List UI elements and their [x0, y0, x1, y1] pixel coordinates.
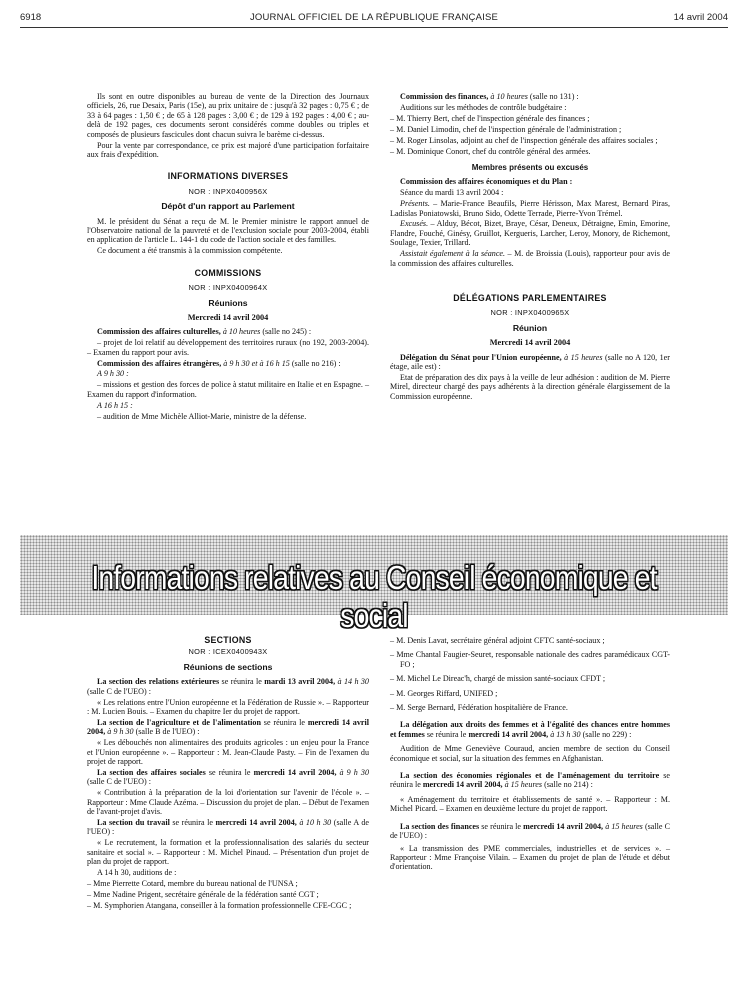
- audition-item: – M. Serge Bernard, Fédération hospitalière de France.: [390, 703, 568, 713]
- subsection-title-membres: Membres présents ou excusés: [471, 162, 589, 172]
- meeting-header-droits-femmes: [390, 720, 670, 739]
- column-left-top: [87, 92, 369, 422]
- committee-name: Commission des affaires étrangères,: [97, 358, 222, 368]
- meeting-verb: se réunira le: [424, 729, 469, 739]
- section-name: La section des relations extérieures: [97, 677, 220, 687]
- meeting-header-travail: [87, 818, 369, 837]
- audition-item: – Mme Chantal Faugier-Seuret, responsable nationale des cadres paramédicaux CGT-FO ;: [390, 650, 670, 669]
- meeting-room: (salle C de l'UEO) :: [87, 777, 151, 787]
- agenda-text: « Aménagement du territoire et établissements de santé ». – Rapporteur : M. Michel Picard. – Examen en deuxième lecture du projet de rapport.: [390, 794, 670, 814]
- meeting-room: (salle no 229) :: [580, 729, 632, 739]
- column-right-bottom: [390, 636, 670, 873]
- meeting-time: à 14 h 30: [335, 677, 369, 687]
- auditions-intro: A 14 h 30, auditions de :: [97, 867, 177, 877]
- assistait-text: – M. de Broissia (Louis), rapporteur pour avis de la commission des affaires culturelles.: [390, 249, 670, 268]
- meeting-room: (salle B de l'UEO) :: [133, 727, 200, 737]
- nor-reference: NOR : INPX0400964X: [188, 283, 268, 293]
- audition-item: – M. Thierry Bert, chef de l'inspection générale des finances ;: [390, 113, 590, 123]
- meeting-time: à 10 heures: [488, 92, 528, 101]
- banner-title: Informations relatives au Conseil économique et social: [91, 559, 657, 634]
- delegation-name: La délégation aux droits des femmes et à l'égalité des chances entre hommes et femmes: [390, 720, 670, 739]
- nor-reference: NOR : INPX0400965X: [490, 308, 570, 318]
- meeting-verb: se réunira le: [260, 717, 308, 727]
- presents-list: [390, 199, 670, 218]
- issue-date: 14 avril 2004: [673, 12, 728, 23]
- audition-item: – Mme Nadine Prigent, secrétaire générale de la fédération santé CGT ;: [87, 889, 319, 899]
- page-header: [20, 10, 728, 26]
- meeting-room: (salle no 214) :: [542, 780, 593, 790]
- agenda-item: – projet de loi relatif au développement des territoires ruraux (no 192, 2003-2004). – Examen du rapport pour avis.: [87, 338, 369, 357]
- section-name: La section des économies régionales et de l'aménagement du territoire: [400, 771, 660, 781]
- section-name: La section des affaires sociales: [97, 767, 206, 777]
- excuses-names: – Alduy, Bécot, Bizet, Braye, César, Deneux, Détraigne, Emin, Emorine, Flandre, Fouché, Ginésy, Gruillot, Kergueris, Larcher, Leroy, Monory, de Richemont, Soulage, Texier, Trillard.: [390, 219, 670, 248]
- depot-paragraph: M. le président du Sénat a reçu de M. le Premier ministre le rapport annuel de l'Observatoire national de la pauvreté et de l'exclusion sociale pour 2003-2004, établi en application de l'article L. 144-1 du code de l'action sociale et des familles.: [87, 216, 369, 245]
- agenda-text: Etat de préparation des dix pays à la veille de leur adhésion : audition de M. Pierre Mirel, directeur chargé des pays adhérents à la direction générale élargissement de la Commission européenne.: [390, 372, 670, 401]
- nor-reference: NOR : INPX0400956X: [188, 186, 268, 196]
- meeting-time: à 10 heures: [220, 327, 261, 337]
- meeting-header-economies-regionales: [390, 771, 670, 790]
- meeting-verb: se réunira le: [205, 767, 254, 777]
- meeting-verb: se réunira le: [390, 771, 671, 790]
- meeting-date: mardi 13 avril 2004,: [264, 677, 336, 687]
- auditions-intro: Auditions sur les méthodes de contrôle budgétaire :: [400, 102, 567, 112]
- header-rule: [20, 27, 728, 28]
- assistait-note: [390, 249, 670, 268]
- assistait-label: Assistait également à la séance.: [400, 249, 506, 259]
- agenda-text: « La transmission des PME commerciales, industrielles et de services ». – Rapporteur : Mme Françoise Vilain. – Examen du projet de plan de l'étude et début d'orientation.: [390, 843, 670, 872]
- meeting-header-finances: [390, 92, 670, 101]
- agenda-item: – missions et gestion des forces de police à statut militaire en Italie et en Espagne. – Examen du rapport d'information.: [87, 380, 369, 399]
- committee-name: Commission des finances,: [400, 92, 489, 101]
- meeting-date: mercredi 14 avril 2004,: [253, 767, 337, 777]
- banner-conseil-economique: [20, 535, 728, 634]
- meeting-time: à 9 h 30: [105, 727, 134, 737]
- agenda-text: « Les débouchés non alimentaires des produits agricoles : un enjeu pour la France et l'Union européenne ». – Rapporteur : M. Jean-Claude Pasty. – Fin de l'examen du projet de rapport.: [87, 738, 369, 766]
- commission-title: Commission des affaires économiques et du Plan :: [400, 177, 573, 187]
- meeting-room: (salle C de l'UEO) :: [87, 686, 151, 696]
- meeting-header-union-europeenne: [390, 353, 670, 372]
- meeting-header-affaires-sociales: [87, 768, 369, 787]
- committee-name: Commission des affaires culturelles,: [97, 327, 221, 337]
- time-slot: A 9 h 30 :: [97, 369, 129, 379]
- audition-item: – M. Roger Linsolas, adjoint au chef de l'inspection générale des affaires sociales ;: [390, 135, 658, 145]
- section-name: La section de l'agriculture et de l'alimentation: [97, 717, 261, 727]
- agenda-text: « Contribution à la préparation de la loi d'orientation sur l'avenir de l'école ». – Rapporteur : Mme Claude Azéma. – Discussion du projet de plan. – Début de l'examen de l'avant-projet d'avis.: [87, 788, 369, 816]
- section-title-sections: SECTIONS: [204, 635, 252, 645]
- meeting-room: (salle C de l'UEO) :: [390, 821, 670, 841]
- meeting-date: mercredi 14 avril 2004,: [87, 717, 369, 737]
- meeting-time: à 13 h 30: [548, 729, 581, 739]
- depot-paragraph-2: Ce document a été transmis à la commission compétente.: [97, 246, 283, 256]
- journal-title: JOURNAL OFFICIEL DE LA RÉPUBLIQUE FRANÇAISE: [249, 12, 499, 23]
- audition-item: – Mme Pierrette Cotard, membre du bureau national de l'UNSA ;: [87, 878, 298, 888]
- meeting-header-relations-exterieures: [87, 677, 369, 696]
- subsection-title-reunion: Réunion: [512, 322, 548, 333]
- meeting-time: à 15 heures: [502, 780, 543, 790]
- audition-item: – M. Dominique Conort, chef du contrôle général des armées.: [390, 146, 591, 156]
- section-name: La section des finances: [400, 821, 480, 831]
- intro-paragraph: Ils sont en outre disponibles au bureau de vente de la Direction des Journaux officiels, 26, rue Desaix, Paris (15e), au prix unitaire de : jusqu'à 32 pages : 0,75 € ; de 33 à 64 pages : 1,50 € ; de 65 à 128 pages : 3,00 € ; de 129 à 192 pages : 4,00 € ; au-delà de 192 pages, ces documents seront considérés comme doubles ou triples et composés de plusieurs fascicules dont chacun suivra le barème ci-dessus.: [87, 92, 369, 139]
- meeting-verb: se réunira le: [479, 821, 524, 831]
- meeting-date: mercredi 14 avril 2004,: [523, 821, 604, 831]
- meeting-header-culturelles: [87, 327, 369, 336]
- presents-label: Présents.: [400, 199, 430, 209]
- meeting-date: Mercredi 14 avril 2004: [187, 312, 269, 322]
- meeting-time: à 15 heures: [603, 821, 643, 831]
- meeting-time: à 15 heures: [561, 352, 603, 362]
- section-title-commissions: COMMISSIONS: [194, 267, 262, 278]
- subsection-title-reunions: Réunions: [208, 297, 248, 308]
- excuses-label: Excusés.: [400, 219, 429, 229]
- audition-item: – M. Symphorien Atangana, conseiller à la formation professionnelle CFE-CGC ;: [87, 900, 352, 910]
- meeting-room: (salle no A 120, 1er étage, aile est) :: [390, 352, 670, 372]
- section-title-informations-diverses: INFORMATIONS DIVERSES: [167, 171, 289, 182]
- meeting-header-agriculture: [87, 718, 369, 737]
- agenda-text: « Les relations entre l'Union européenne et la Fédération de Russie ». – Rapporteur : M. Lucien Bouis. – Examen du chapitre Ier du projet de rapport.: [87, 697, 369, 716]
- column-right-top: [390, 92, 670, 403]
- audition-item: – M. Denis Lavat, secrétaire général adjoint CFTC santé-sociaux ;: [390, 636, 605, 645]
- meeting-time: à 9 h 30: [336, 767, 370, 777]
- meeting-room: (salle no 131) :: [527, 92, 579, 101]
- delegation-name: Délégation du Sénat pour l'Union européenne,: [400, 352, 562, 362]
- meeting-header-finances: [390, 822, 670, 841]
- audition-item: – M. Georges Riffard, UNIFED ;: [390, 688, 498, 698]
- intro-paragraph-2: Pour la vente par correspondance, ce prix est majoré d'une participation forfaitaire aux frais d'expédition.: [87, 140, 369, 159]
- subsection-title-reunions-sections: Réunions de sections: [183, 661, 273, 672]
- subsection-title-depot: Dépôt d'un rapport au Parlement: [161, 201, 295, 212]
- column-left-bottom: [87, 636, 369, 912]
- meeting-date: mercredi 14 avril 2004,: [215, 817, 297, 827]
- meeting-room: (salle no 216) :: [289, 358, 341, 368]
- nor-reference: NOR : ICEX0400943X: [188, 647, 268, 657]
- audition-item: – M. Daniel Limodin, chef de l'inspection générale de l'administration ;: [390, 124, 622, 134]
- meeting-room: (salle no 245) :: [260, 327, 312, 337]
- meeting-time: à 10 h 30: [296, 817, 332, 827]
- section-name: La section du travail: [97, 817, 170, 827]
- meeting-date: Mercredi 14 avril 2004: [489, 338, 571, 348]
- section-title-delegations: DÉLÉGATIONS PARLEMENTAIRES: [453, 293, 607, 303]
- agenda-text: Audition de Mme Geneviève Couraud, ancien membre de section du Conseil économique et social, sur la situation des femmes en Afghanistan.: [390, 744, 670, 763]
- presents-names: – Marie-France Beaufils, Pierre Hérisson, Max Marest, Bernard Piras, Ladislas Poniatowski, Bruno Sido, Odette Terrade, Pierre-Yvon Trémel.: [390, 199, 670, 218]
- meeting-verb: se réunira le: [169, 817, 216, 827]
- meeting-time: à 9 h 30 et à 16 h 15: [221, 358, 290, 368]
- meeting-room: (salle A de l'UEO) :: [87, 817, 369, 837]
- meeting-date: mercredi 14 avril 2004,: [422, 780, 503, 790]
- meeting-date: mercredi 14 avril 2004,: [468, 729, 549, 739]
- excuses-list: [390, 219, 670, 247]
- agenda-item: – audition de Mme Michèle Alliot-Marie, ministre de la défense.: [97, 411, 307, 421]
- agenda-text: « Le recrutement, la formation et la professionnalisation des salariés du secteur sanitaire et social ». – Rapporteur : M. Michel Pinaud. – Présentation d'un projet de plan du projet de rapport.: [87, 838, 369, 867]
- audition-item: – M. Michel Le Direac'h, chargé de mission santé-sociaux CFDT ;: [390, 674, 606, 684]
- time-slot: A 16 h 15 :: [97, 400, 133, 410]
- meeting-header-etrangeres: [87, 359, 369, 368]
- page-number: 6918: [20, 12, 42, 23]
- seance-date: Séance du mardi 13 avril 2004 :: [400, 188, 504, 198]
- meeting-verb: se réunira le: [219, 677, 265, 687]
